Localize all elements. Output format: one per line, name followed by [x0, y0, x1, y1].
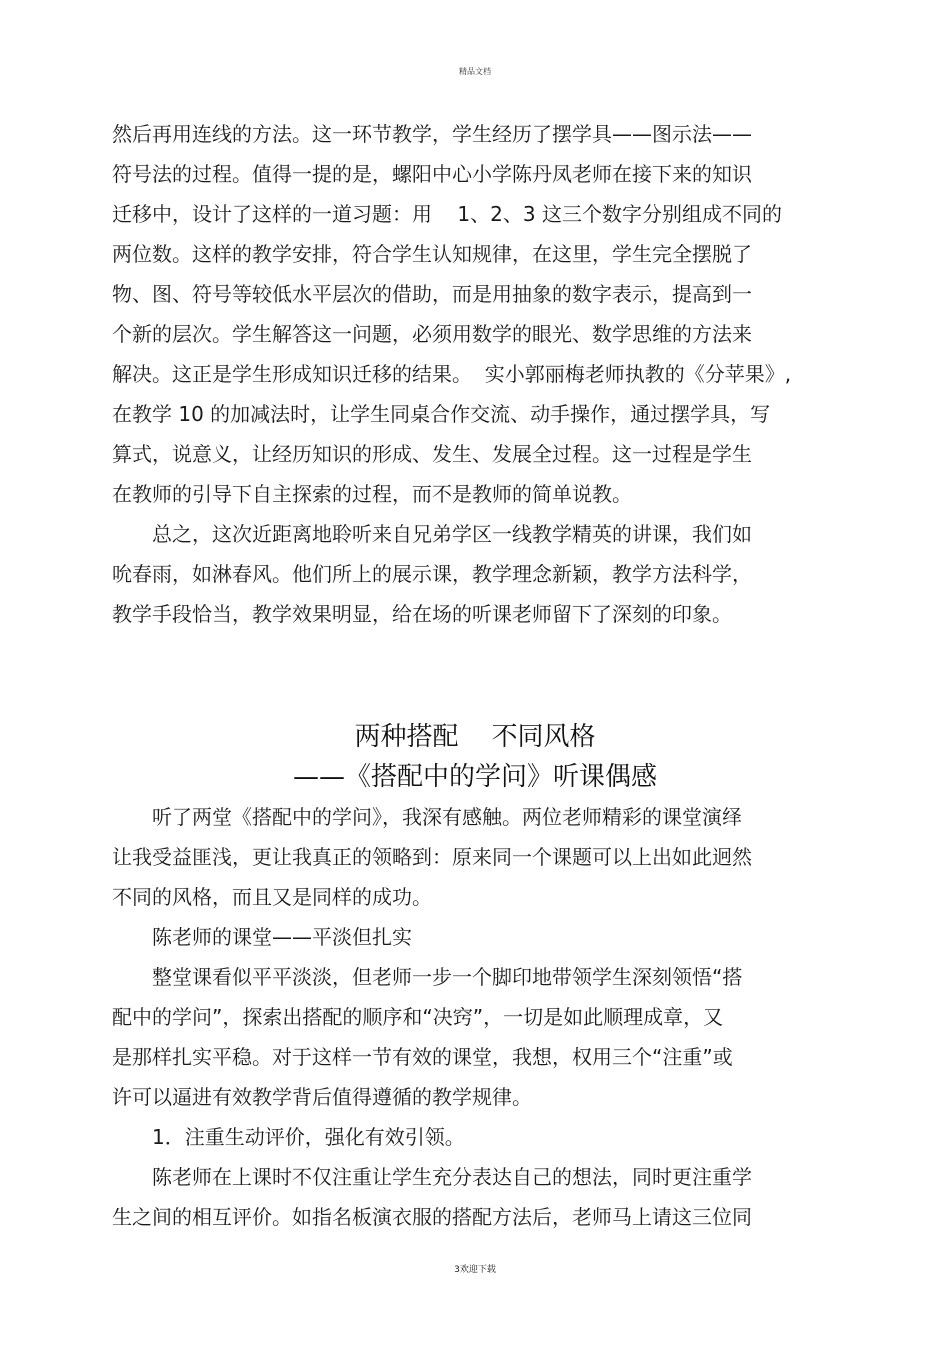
point-line: 生之间的相互评价。如指名板演衣服的搭配方法后，老师马上请这三位同 — [112, 1205, 752, 1229]
summary-line: 总之，这次近距离地聆听来自兄弟学区一线教学精英的讲课，我们如 — [152, 522, 752, 546]
paragraph-line: 解决。这正是学生形成知识迁移的结果。 实小郭丽梅老师执教的《分苹果》, — [112, 362, 792, 386]
paragraph-line: 算式，说意义，让经历知识的形成、发生、发展全过程。这一过程是学生 — [112, 442, 752, 466]
paragraph-line: 两位数。这样的教学安排，符合学生认知规律，在这里，学生完全摆脱了 — [112, 242, 752, 266]
body-line: 整堂课看似平平淡淡，但老师一步一个脚印地带领学生深刻领悟“搭 — [152, 965, 743, 989]
paragraph-line: 物、图、符号等较低水平层次的借助，而是用抽象的数字表示，提高到一 — [112, 282, 752, 306]
body-line: 是那样扎实平稳。对于这样一节有效的课堂，我想，权用三个“注重”或 — [112, 1045, 733, 1069]
subheading: 陈老师的课堂——平淡但扎实 — [152, 925, 412, 949]
paragraph-line: 然后再用连线的方法。这一环节教学，学生经历了摆学具——图示法—— — [112, 122, 752, 146]
footer-page-label: 3欢迎下载 — [454, 1265, 496, 1275]
intro-line: 让我受益匪浅，更让我真正的领略到：原来同一个课题可以上出如此迥然 — [112, 845, 752, 869]
body-line: 配中的学问”，探索出搭配的顺序和“决窍”，一切是如此顺理成章，又 — [112, 1005, 724, 1029]
paragraph-line: 在教学 10 的加减法时，让学生同桌合作交流、动手操作，通过摆学具，写 — [112, 402, 771, 426]
paragraph-line: 迁移中，设计了这样的一道习题：用 1、2、3 这三个数字分别组成不同的 — [112, 202, 782, 226]
point-heading: 1．注重生动评价，强化有效引领。 — [152, 1125, 465, 1149]
paragraph-line: 在教师的引导下自主探索的过程，而不是教师的简单说教。 — [112, 482, 632, 506]
summary-line: 吮春雨，如淋春风。他们所上的展示课，教学理念新颖，教学方法科学， — [112, 562, 752, 586]
intro-line: 听了两堂《搭配中的学问》，我深有感触。两位老师精彩的课堂演绎 — [152, 805, 742, 829]
point-line: 陈老师在上课时不仅注重让学生充分表达自己的想法，同时更注重学 — [152, 1165, 752, 1189]
article-title: 两种搭配 不同风格 — [354, 722, 596, 752]
body-line: 许可以逼进有效教学背后值得遵循的教学规律。 — [112, 1085, 532, 1109]
summary-line: 教学手段恰当，教学效果明显，给在场的听课老师留下了深刻的印象。 — [112, 602, 732, 626]
intro-line: 不同的风格，而且又是同样的成功。 — [112, 885, 432, 909]
paragraph-line: 符号法的过程。值得一提的是，螺阳中心小学陈丹凤老师在接下来的知识 — [112, 162, 752, 186]
header-watermark: 精品文档 — [459, 67, 491, 76]
article-subtitle: ——《搭配中的学问》听课偶感 — [292, 762, 657, 792]
paragraph-line: 个新的层次。学生解答这一问题，必须用数学的眼光、数学思维的方法来 — [112, 322, 752, 346]
